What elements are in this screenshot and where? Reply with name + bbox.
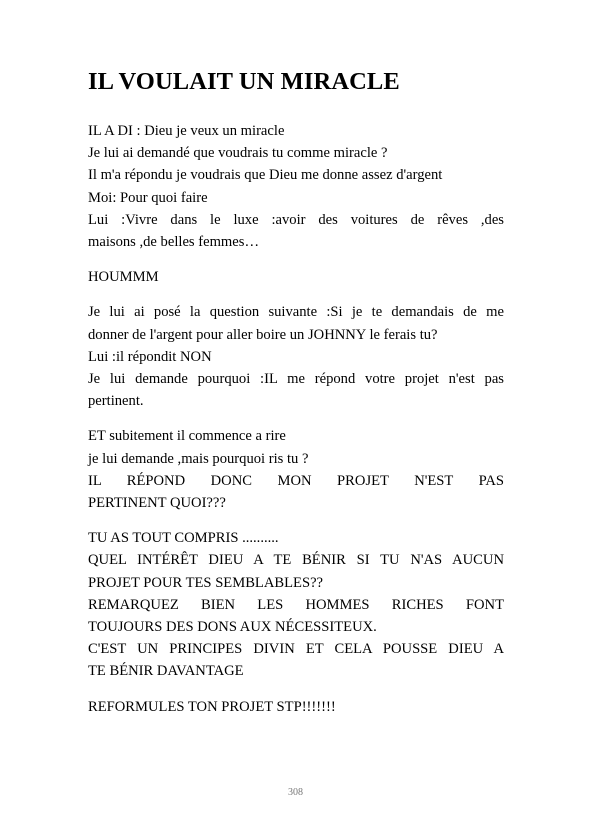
paragraph-4: [88, 425, 504, 514]
text-line: TU AS TOUT COMPRIS ..........: [88, 530, 279, 547]
text-line: Je lui demande pourquoi :IL me répond votre projet n'est pas: [88, 371, 504, 388]
text-line: Il m'a répondu je voudrais que Dieu me donne assez d'argent: [88, 167, 443, 184]
page-number: 308: [288, 787, 303, 798]
text-line: ET subitement il commence a rire: [88, 428, 286, 445]
text-line: pertinent.: [88, 393, 144, 410]
text-line: Je lui ai posé la question suivante :Si je te demandais de me: [88, 304, 504, 321]
paragraph-5: [88, 527, 504, 682]
text-line: TOUJOURS DES DONS AUX NÉCESSITEUX.: [88, 619, 377, 636]
text-line: HOUMMM: [88, 269, 159, 286]
text-line: C'EST UN PRINCIPES DIVIN ET CELA POUSSE DIEU A: [88, 641, 504, 658]
text-line: PROJET POUR TES SEMBLABLES??: [88, 574, 324, 591]
text-line: je lui demande ,mais pourquoi ris tu ?: [88, 450, 309, 467]
text-line: PERTINENT QUOI???: [88, 495, 226, 512]
text-line: Lui :il répondit NON: [88, 348, 212, 365]
text-line: TE BÉNIR DAVANTAGE: [88, 663, 244, 680]
text-line: Moi: Pour quoi faire: [88, 189, 208, 206]
text-line: Je lui ai demandé que voudrais tu comme miracle ?: [88, 145, 388, 162]
text-line: IL RÉPOND DONC MON PROJET N'EST PAS: [88, 472, 504, 489]
paragraph-2: [88, 266, 504, 288]
paragraph-1: [88, 120, 504, 253]
body-text: [88, 120, 504, 731]
text-line: IL A DI : Dieu je veux un miracle: [88, 123, 285, 139]
text-line: REFORMULES TON PROJET STP!!!!!!!: [88, 698, 336, 715]
text-line: QUEL INTÉRÊT DIEU A TE BÉNIR SI TU N'AS AUCUN: [88, 552, 504, 569]
text-line: donner de l'argent pour aller boire un JOHNNY le ferais tu?: [88, 326, 438, 343]
text-line: Lui :Vivre dans le luxe :avoir des voitures de rêves ,des: [88, 211, 504, 228]
paragraph-3: [88, 301, 504, 412]
paragraph-6: [88, 696, 504, 718]
text-line: maisons ,de belles femmes…: [88, 234, 260, 251]
page-title: IL VOULAIT UN MIRACLE: [88, 68, 400, 95]
text-line: REMARQUEZ BIEN LES HOMMES RICHES FONT: [88, 596, 504, 613]
